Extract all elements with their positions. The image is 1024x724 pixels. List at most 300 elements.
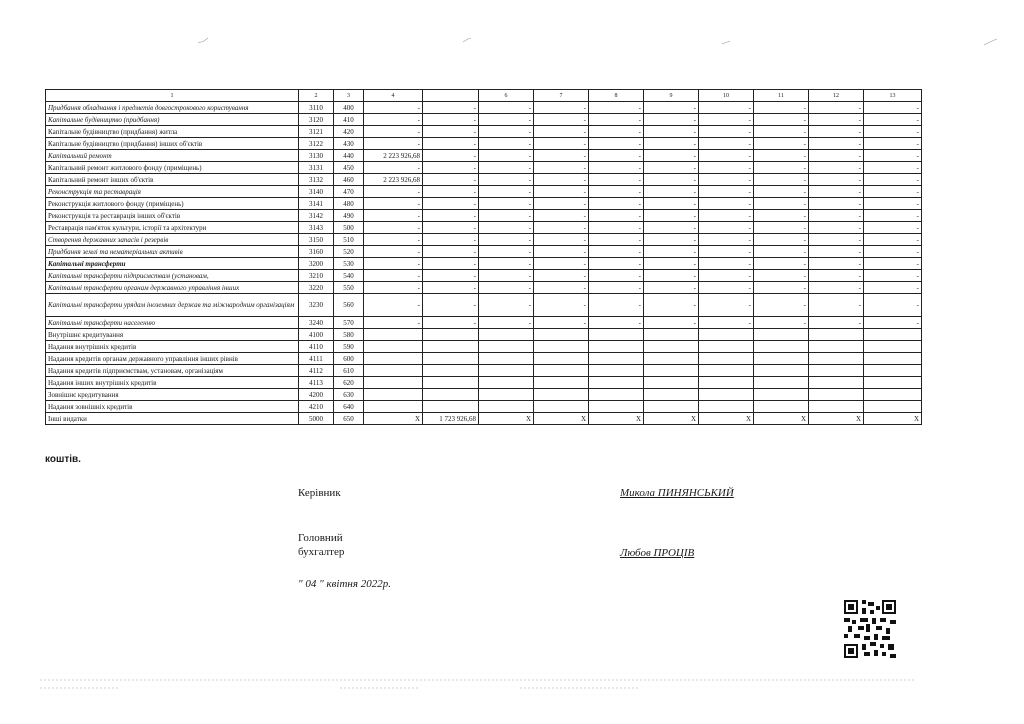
value-cell — [589, 353, 644, 365]
value-cell: - — [589, 234, 644, 246]
value-cell — [479, 365, 534, 377]
value-cell: - — [699, 270, 754, 282]
value-cell: - — [809, 150, 864, 162]
kekv-code: 3240 — [299, 317, 334, 329]
row-label: Капітальне будівництво (придбання) інших об'єктів — [46, 138, 299, 150]
table-row — [46, 413, 922, 425]
value-cell: - — [809, 102, 864, 114]
value-cell — [423, 365, 479, 377]
kekv-code: 4200 — [299, 389, 334, 401]
value-cell — [423, 377, 479, 389]
line-code: 540 — [334, 270, 364, 282]
value-cell — [589, 365, 644, 377]
value-cell: - — [589, 126, 644, 138]
value-cell: - — [864, 186, 922, 198]
value-cell: - — [699, 114, 754, 126]
value-cell: - — [754, 246, 809, 258]
line-code: 410 — [334, 114, 364, 126]
value-cell: - — [534, 162, 589, 174]
value-cell — [699, 329, 754, 341]
column-header: 1 — [46, 90, 299, 102]
amount-cell: 2 223 926,68 — [364, 150, 423, 162]
value-cell: - — [754, 174, 809, 186]
amount-cell: X — [364, 413, 423, 425]
line-code: 580 — [334, 329, 364, 341]
value-cell — [754, 389, 809, 401]
director-title: Керівник — [298, 487, 341, 499]
value-cell: - — [699, 246, 754, 258]
kekv-code: 3220 — [299, 282, 334, 294]
value-cell: - — [423, 114, 479, 126]
value-cell: - — [479, 186, 534, 198]
value-cell: - — [589, 186, 644, 198]
column-header: 12 — [809, 90, 864, 102]
value-cell: - — [699, 174, 754, 186]
table-row — [46, 258, 922, 270]
amount-cell: - — [364, 162, 423, 174]
value-cell: X — [534, 413, 589, 425]
value-cell: - — [864, 258, 922, 270]
value-cell — [809, 377, 864, 389]
footnote-text: коштів. — [45, 454, 81, 465]
line-code: 610 — [334, 365, 364, 377]
value-cell: - — [423, 162, 479, 174]
amount-cell: - — [364, 317, 423, 329]
line-code: 470 — [334, 186, 364, 198]
row-label: Придбання обладнання і предметів довгострокового користування — [46, 102, 299, 114]
value-cell: - — [754, 294, 809, 317]
value-cell: X — [809, 413, 864, 425]
value-cell: - — [479, 162, 534, 174]
amount-cell — [364, 401, 423, 413]
value-cell: - — [534, 317, 589, 329]
value-cell: - — [423, 258, 479, 270]
value-cell: - — [864, 294, 922, 317]
value-cell: - — [644, 234, 699, 246]
table-row — [46, 162, 922, 174]
value-cell — [479, 353, 534, 365]
value-cell — [644, 389, 699, 401]
value-cell: - — [423, 186, 479, 198]
kekv-code: 3142 — [299, 210, 334, 222]
kekv-code: 3132 — [299, 174, 334, 186]
kekv-code: 4100 — [299, 329, 334, 341]
line-code: 630 — [334, 389, 364, 401]
value-cell: - — [479, 246, 534, 258]
value-cell: - — [644, 126, 699, 138]
value-cell: - — [479, 258, 534, 270]
row-label: Надання кредитів підприємствам, установам, організаціям — [46, 365, 299, 377]
value-cell: - — [864, 222, 922, 234]
value-cell — [809, 329, 864, 341]
value-cell: - — [479, 270, 534, 282]
value-cell — [809, 389, 864, 401]
value-cell: - — [589, 282, 644, 294]
table-row — [46, 138, 922, 150]
amount-cell: - — [364, 234, 423, 246]
accountant-name: Любов ПРОЦІВ — [620, 547, 695, 559]
value-cell: - — [534, 222, 589, 234]
row-label: Придбання землі та нематеріальних активів — [46, 246, 299, 258]
value-cell — [589, 329, 644, 341]
value-cell: - — [864, 270, 922, 282]
value-cell: - — [644, 102, 699, 114]
column-header: 2 — [299, 90, 334, 102]
value-cell — [534, 341, 589, 353]
value-cell — [534, 377, 589, 389]
amount-cell: - — [364, 258, 423, 270]
value-cell: - — [423, 102, 479, 114]
value-cell: - — [864, 162, 922, 174]
row-label: Надання внутрішніх кредитів — [46, 341, 299, 353]
table-row — [46, 174, 922, 186]
value-cell: - — [644, 317, 699, 329]
column-header: 8 — [589, 90, 644, 102]
table-row — [46, 114, 922, 126]
value-cell: - — [699, 234, 754, 246]
table-row — [46, 186, 922, 198]
line-code: 530 — [334, 258, 364, 270]
value-cell: - — [864, 210, 922, 222]
value-cell — [699, 389, 754, 401]
amount-cell: - — [364, 126, 423, 138]
amount-cell: - — [364, 222, 423, 234]
value-cell: - — [644, 174, 699, 186]
value-cell: - — [534, 294, 589, 317]
value-cell — [423, 329, 479, 341]
value-cell — [534, 353, 589, 365]
value-cell: - — [423, 198, 479, 210]
value-cell: - — [423, 317, 479, 329]
row-label: Внутрішнє кредитування — [46, 329, 299, 341]
kekv-code: 3150 — [299, 234, 334, 246]
value-cell: - — [699, 186, 754, 198]
value-cell: - — [423, 126, 479, 138]
value-cell: - — [809, 174, 864, 186]
value-cell: - — [699, 102, 754, 114]
line-code: 480 — [334, 198, 364, 210]
value-cell: - — [864, 126, 922, 138]
line-code: 420 — [334, 126, 364, 138]
column-header — [423, 90, 479, 102]
table-row — [46, 222, 922, 234]
value-cell — [864, 389, 922, 401]
value-cell: - — [479, 198, 534, 210]
amount-cell: - — [364, 246, 423, 258]
value-cell: - — [809, 222, 864, 234]
table-row — [46, 401, 922, 413]
table-row — [46, 329, 922, 341]
value-cell: - — [589, 174, 644, 186]
value-cell: - — [589, 150, 644, 162]
table-header-row — [46, 90, 922, 102]
kekv-code: 4110 — [299, 341, 334, 353]
line-code: 400 — [334, 102, 364, 114]
value-cell: - — [479, 102, 534, 114]
row-label: Надання зовнішніх кредитів — [46, 401, 299, 413]
value-cell: - — [479, 282, 534, 294]
value-cell: - — [479, 222, 534, 234]
value-cell: - — [479, 174, 534, 186]
row-label: Капітальний ремонт — [46, 150, 299, 162]
value-cell: - — [809, 282, 864, 294]
value-cell: - — [864, 234, 922, 246]
value-cell — [534, 389, 589, 401]
value-cell — [423, 353, 479, 365]
kekv-code: 4113 — [299, 377, 334, 389]
amount-cell: - — [364, 186, 423, 198]
column-header: 7 — [534, 90, 589, 102]
row-label: Інші видатки — [46, 413, 299, 425]
amount-cell — [364, 341, 423, 353]
value-cell: - — [864, 138, 922, 150]
kekv-code: 3160 — [299, 246, 334, 258]
value-cell — [699, 365, 754, 377]
value-cell: - — [864, 114, 922, 126]
value-cell: - — [589, 222, 644, 234]
value-cell: - — [479, 126, 534, 138]
value-cell — [589, 389, 644, 401]
row-label: Капітальні трансферти урядам іноземних держав та міжнародним організаціям — [46, 294, 299, 317]
value-cell: - — [699, 294, 754, 317]
value-cell: - — [809, 114, 864, 126]
value-cell: - — [699, 222, 754, 234]
value-cell: - — [423, 150, 479, 162]
kekv-code: 3130 — [299, 150, 334, 162]
value-cell — [864, 341, 922, 353]
value-cell: - — [699, 210, 754, 222]
value-cell — [864, 377, 922, 389]
value-cell — [864, 401, 922, 413]
value-cell: - — [534, 246, 589, 258]
table-row — [46, 210, 922, 222]
value-cell — [754, 365, 809, 377]
value-cell: - — [423, 222, 479, 234]
value-cell: - — [589, 198, 644, 210]
value-cell: - — [699, 198, 754, 210]
value-cell — [644, 377, 699, 389]
amount-cell — [364, 353, 423, 365]
row-label: Капітальний ремонт інших об'єктів — [46, 174, 299, 186]
table-row — [46, 150, 922, 162]
kekv-code: 3121 — [299, 126, 334, 138]
value-cell: - — [754, 282, 809, 294]
kekv-code: 4210 — [299, 401, 334, 413]
kekv-code: 3131 — [299, 162, 334, 174]
kekv-code: 3110 — [299, 102, 334, 114]
value-cell: - — [534, 282, 589, 294]
amount-cell: - — [364, 138, 423, 150]
table-row — [46, 365, 922, 377]
table-row — [46, 341, 922, 353]
value-cell: - — [423, 210, 479, 222]
value-cell: - — [754, 138, 809, 150]
table-row — [46, 198, 922, 210]
value-cell: - — [754, 102, 809, 114]
value-cell: X — [699, 413, 754, 425]
value-cell: X — [754, 413, 809, 425]
amount-cell — [364, 377, 423, 389]
amount-cell: 2 223 926,68 — [364, 174, 423, 186]
amount-cell — [364, 329, 423, 341]
line-code: 490 — [334, 210, 364, 222]
value-cell: - — [644, 150, 699, 162]
row-label: Капітальні трансферти — [46, 258, 299, 270]
value-cell — [423, 401, 479, 413]
kekv-code: 3141 — [299, 198, 334, 210]
row-label: Надання кредитів органам державного управління інших рівнів — [46, 353, 299, 365]
kekv-code: 3120 — [299, 114, 334, 126]
value-cell: - — [864, 102, 922, 114]
amount-cell: - — [364, 270, 423, 282]
column-header: 6 — [479, 90, 534, 102]
value-cell: - — [534, 138, 589, 150]
value-cell: - — [699, 162, 754, 174]
kekv-code: 3210 — [299, 270, 334, 282]
table-row — [46, 234, 922, 246]
value-cell — [864, 365, 922, 377]
value-cell: - — [589, 210, 644, 222]
column-header: 10 — [699, 90, 754, 102]
column-header: 9 — [644, 90, 699, 102]
value-cell: - — [809, 270, 864, 282]
value-cell — [699, 341, 754, 353]
line-code: 620 — [334, 377, 364, 389]
value-cell: - — [809, 138, 864, 150]
column-header: 4 — [364, 90, 423, 102]
line-code: 500 — [334, 222, 364, 234]
value-cell — [754, 329, 809, 341]
value-cell — [479, 377, 534, 389]
value-cell: - — [644, 162, 699, 174]
row-label: Капітальне будівництво (придбання) — [46, 114, 299, 126]
table-row — [46, 270, 922, 282]
value-cell: - — [809, 234, 864, 246]
kekv-code: 3230 — [299, 294, 334, 317]
line-code: 570 — [334, 317, 364, 329]
value-cell: - — [423, 234, 479, 246]
value-cell — [644, 365, 699, 377]
value-cell: - — [699, 258, 754, 270]
value-cell: - — [699, 282, 754, 294]
value-cell: - — [423, 138, 479, 150]
line-code: 550 — [334, 282, 364, 294]
value-cell — [699, 401, 754, 413]
table-row — [46, 246, 922, 258]
value-cell: - — [423, 270, 479, 282]
kekv-code: 3143 — [299, 222, 334, 234]
value-cell: - — [589, 138, 644, 150]
amount-cell: - — [364, 114, 423, 126]
value-cell: - — [864, 282, 922, 294]
table-row — [46, 282, 922, 294]
column-header: 13 — [864, 90, 922, 102]
value-cell: - — [534, 198, 589, 210]
table-row — [46, 353, 922, 365]
table-row — [46, 294, 922, 317]
value-cell — [589, 401, 644, 413]
value-cell — [479, 401, 534, 413]
value-cell — [644, 341, 699, 353]
row-label: Капітальний ремонт житлового фонду (приміщень) — [46, 162, 299, 174]
value-cell: - — [809, 198, 864, 210]
value-cell: - — [699, 126, 754, 138]
value-cell: - — [644, 210, 699, 222]
row-label: Капітальні трансферти населенню — [46, 317, 299, 329]
value-cell: - — [699, 317, 754, 329]
row-label: Реставрація пам'яток культури, історії та архітектури — [46, 222, 299, 234]
table-row — [46, 317, 922, 329]
value-cell — [809, 401, 864, 413]
value-cell — [754, 353, 809, 365]
value-cell: - — [809, 258, 864, 270]
line-code: 640 — [334, 401, 364, 413]
kekv-code: 4111 — [299, 353, 334, 365]
value-cell: - — [754, 162, 809, 174]
value-cell: - — [754, 270, 809, 282]
value-cell — [754, 377, 809, 389]
value-cell: - — [644, 270, 699, 282]
value-cell: - — [589, 270, 644, 282]
value-cell: - — [754, 150, 809, 162]
kekv-code: 4112 — [299, 365, 334, 377]
value-cell — [534, 329, 589, 341]
value-cell: - — [754, 114, 809, 126]
value-cell: - — [589, 102, 644, 114]
value-cell — [644, 401, 699, 413]
value-cell: - — [644, 186, 699, 198]
value-cell — [534, 365, 589, 377]
value-cell — [809, 365, 864, 377]
amount-cell: - — [364, 198, 423, 210]
value-cell: - — [534, 126, 589, 138]
value-cell: - — [423, 282, 479, 294]
value-cell: - — [754, 126, 809, 138]
value-cell: X — [864, 413, 922, 425]
value-cell: - — [534, 234, 589, 246]
value-cell: - — [809, 186, 864, 198]
value-cell: X — [644, 413, 699, 425]
value-cell: - — [644, 222, 699, 234]
value-cell: - — [589, 114, 644, 126]
value-cell: - — [699, 138, 754, 150]
accountant-title-line2: бухгалтер — [298, 546, 345, 558]
amount-cell — [364, 365, 423, 377]
value-cell: - — [864, 246, 922, 258]
line-code: 510 — [334, 234, 364, 246]
value-cell: - — [644, 294, 699, 317]
value-cell: - — [754, 258, 809, 270]
value-cell: - — [589, 162, 644, 174]
row-label: Реконструкція та реставрація інших об'єктів — [46, 210, 299, 222]
value-cell: - — [479, 150, 534, 162]
value-cell — [699, 353, 754, 365]
value-cell: - — [423, 246, 479, 258]
value-cell — [589, 341, 644, 353]
value-cell: - — [534, 258, 589, 270]
value-cell — [589, 377, 644, 389]
column-header: 11 — [754, 90, 809, 102]
value-cell: - — [423, 174, 479, 186]
line-code: 440 — [334, 150, 364, 162]
value-cell: - — [864, 174, 922, 186]
value-cell: - — [754, 186, 809, 198]
amount-cell — [364, 389, 423, 401]
value-cell: - — [534, 186, 589, 198]
value-cell — [479, 329, 534, 341]
value-cell: - — [479, 234, 534, 246]
line-code: 650 — [334, 413, 364, 425]
